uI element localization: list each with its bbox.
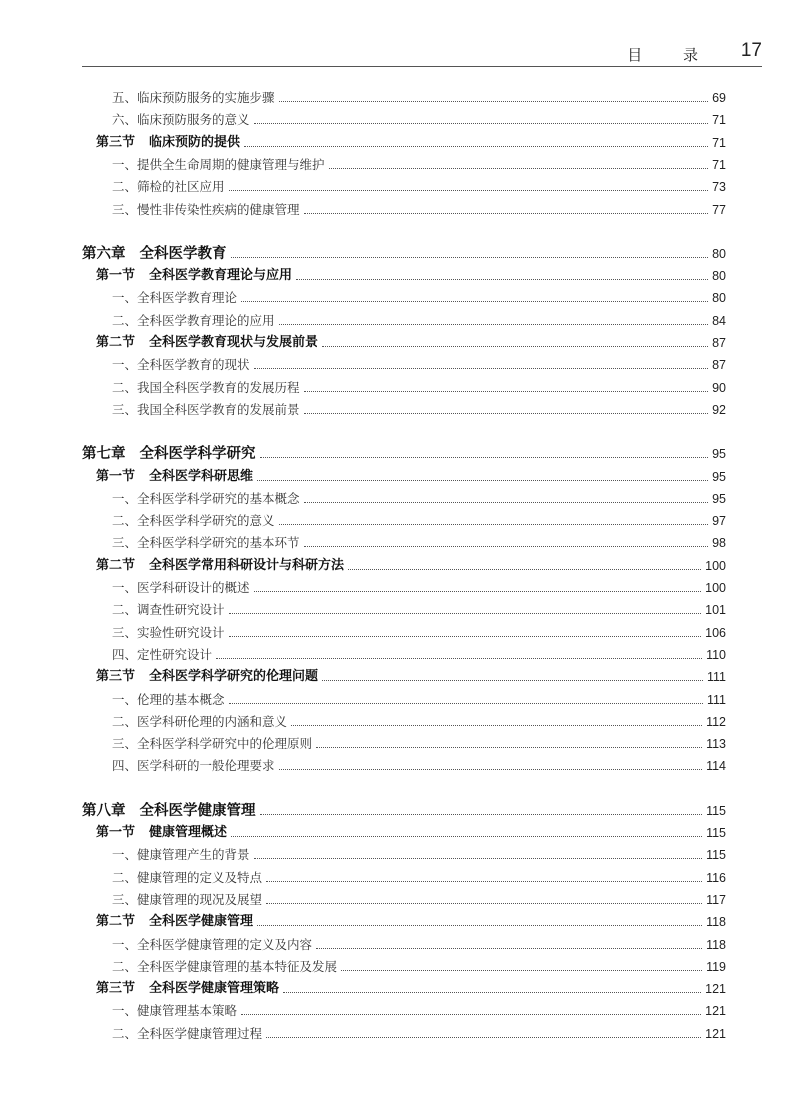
toc-section-label: [96, 824, 227, 842]
toc-section-title: 临床预防的提供: [149, 134, 241, 150]
dot-leader: [266, 881, 702, 882]
toc-section-label: [96, 980, 279, 998]
toc-item-row: [112, 887, 726, 909]
dot-leader: [279, 324, 709, 325]
toc-item-row: [112, 932, 726, 954]
toc-item-row: [112, 753, 726, 775]
toc-page-number: 100: [705, 558, 726, 573]
toc-item-label: [112, 579, 250, 597]
toc-item-row: [112, 709, 726, 731]
toc-item-title: 二、调查性研究设计: [112, 602, 225, 618]
toc-item-row: [112, 508, 726, 530]
toc-item-row: [112, 375, 726, 397]
toc-section-title: 全科医学健康管理策略: [149, 981, 280, 997]
toc-page-number: 113: [706, 737, 726, 752]
dot-leader: [322, 680, 703, 681]
toc-item-row: [112, 842, 726, 864]
dot-leader: [229, 636, 702, 637]
toc-item-label: [112, 312, 275, 330]
toc-item-label: [112, 936, 312, 954]
toc-item-label: [112, 869, 262, 887]
toc-item-title: 一、提供全生命周期的健康管理与维护: [112, 156, 325, 172]
toc-chapter-number: 第七章: [82, 446, 126, 463]
toc-page-number: 115: [706, 826, 726, 840]
dot-leader: [283, 992, 701, 993]
toc-item-row: [112, 597, 726, 619]
dot-leader: [229, 190, 709, 191]
toc-item-label: [112, 379, 300, 397]
toc-page-number: 95: [712, 469, 726, 484]
toc-item-label: [112, 111, 250, 129]
toc-page-number: 119: [706, 959, 726, 974]
dot-leader: [257, 480, 708, 481]
dot-leader: [279, 769, 703, 770]
page-header: [82, 40, 762, 67]
toc-item-row: [112, 152, 726, 174]
toc-page-number: 111: [706, 670, 726, 685]
toc-item-title: 五、临床预防服务的实施步骤: [112, 90, 275, 105]
toc-page-number: 116: [706, 870, 726, 885]
dot-leader: [316, 747, 702, 748]
toc-page-number: 117: [706, 892, 726, 907]
toc-chapter-row: [82, 798, 726, 820]
toc-item-title: 二、我国全科医学教育的发展历程: [112, 379, 300, 395]
dot-leader: [316, 948, 702, 949]
toc-page-number: 87: [712, 336, 726, 350]
toc-page-number: 95: [712, 447, 726, 462]
toc-item-label: [112, 891, 262, 909]
toc-item-title: 二、全科医学健康管理的基本特征及发展: [112, 958, 338, 974]
dot-leader: [254, 123, 709, 124]
toc-item-title: 三、实验性研究设计: [112, 624, 225, 640]
dot-leader: [304, 413, 709, 414]
toc-chapter-label: [82, 445, 256, 463]
toc-item-row: [112, 397, 726, 419]
toc-section-row: [96, 330, 726, 352]
toc-chapter-row: [82, 241, 726, 263]
toc-item-label: [112, 534, 300, 552]
toc-item-title: 四、定性研究设计: [112, 646, 213, 662]
toc-item-label: [112, 601, 225, 619]
dot-leader: [260, 814, 703, 815]
dot-leader: [304, 546, 709, 547]
toc-item-label: [112, 289, 237, 307]
toc-section-title: 全科医学科学研究的伦理问题: [149, 669, 319, 685]
toc-item-label: [112, 691, 225, 709]
dot-leader: [254, 858, 703, 859]
toc-item-row: [112, 642, 726, 664]
toc-page-number: 112: [706, 714, 726, 729]
toc-chapter-row: [82, 441, 726, 463]
toc-item-title: 二、全科医学健康管理过程: [112, 1025, 263, 1041]
toc-page-number: 92: [712, 402, 726, 417]
toc-section-number: 第三节: [96, 669, 136, 685]
toc-item-label: [112, 713, 287, 731]
toc-item-label: [112, 624, 225, 642]
toc-page-number: 80: [712, 269, 726, 284]
toc-section-number: 第一节: [96, 268, 136, 284]
toc-item-label: [112, 401, 300, 419]
toc-section-title: 全科医学教育现状与发展前景: [149, 335, 319, 350]
toc-section-row: [96, 130, 726, 152]
toc-item-title: 六、临床预防服务的意义: [112, 112, 250, 128]
toc-item-label: [112, 490, 300, 508]
toc-section-label: [96, 557, 344, 575]
dot-leader: [291, 725, 702, 726]
toc-item-label: [112, 846, 250, 864]
toc-section-number: 第三节: [96, 134, 136, 150]
toc-page-number: 118: [706, 915, 726, 930]
toc-chapter-title: 全科医学健康管理: [139, 802, 256, 819]
dot-leader: [304, 502, 709, 503]
toc-item-label: [112, 735, 312, 753]
toc-chapter-label: [82, 245, 227, 263]
header-title: 目 录: [627, 46, 716, 64]
toc-item-title: 二、全科医学教育理论的应用: [112, 312, 275, 328]
dot-leader: [241, 1014, 701, 1015]
dot-leader: [341, 970, 702, 971]
toc-item-label: [112, 512, 275, 530]
toc-item-row: [112, 687, 726, 709]
toc-page-number: 121: [705, 982, 726, 997]
toc-item-title: 二、健康管理的定义及特点: [112, 869, 263, 885]
toc-item-title: 二、筛检的社区应用: [112, 179, 225, 195]
toc-item-label: [112, 89, 275, 107]
toc-page-number: 98: [712, 536, 726, 551]
toc-section-row: [96, 553, 726, 575]
toc-page-number: 101: [705, 603, 726, 618]
toc-page-number: 100: [705, 581, 726, 595]
toc-item-row: [112, 174, 726, 196]
toc-section-label: [96, 334, 318, 352]
dot-leader: [304, 213, 709, 214]
toc-page-number: 106: [705, 625, 726, 640]
toc-section-number: 第三节: [96, 981, 136, 997]
toc-page-number: 97: [712, 514, 726, 529]
toc-section-label: [96, 913, 253, 931]
toc-page-number: 71: [712, 113, 726, 128]
toc-item-title: 三、全科医学科学研究的基本环节: [112, 535, 300, 551]
toc-item-row: [112, 85, 726, 107]
toc-page-number: 90: [712, 380, 726, 395]
dot-leader: [254, 368, 709, 369]
toc-page-number: 95: [712, 491, 726, 506]
toc-item-row: [112, 1021, 726, 1043]
toc-page-number: 121: [705, 1026, 726, 1041]
toc-item-row: [112, 107, 726, 129]
toc-item-row: [112, 620, 726, 642]
toc-item-label: [112, 1025, 262, 1043]
toc-section-row: [96, 976, 726, 998]
dot-leader: [322, 346, 708, 347]
toc-page-number: 118: [706, 937, 726, 952]
dot-leader: [266, 903, 702, 904]
toc-chapter-title: 全科医学教育: [139, 245, 227, 262]
dot-leader: [296, 279, 708, 280]
toc-section-number: 第二节: [96, 914, 136, 930]
toc-item-row: [112, 954, 726, 976]
toc-item-title: 二、医学科研伦理的内涵和意义: [112, 713, 288, 729]
toc-page-number: 84: [712, 313, 726, 328]
toc-item-label: [112, 356, 250, 374]
toc-section-row: [96, 820, 726, 842]
toc-item-label: [112, 178, 225, 196]
dot-leader: [257, 925, 702, 926]
toc-section-title: 全科医学科研思维: [149, 468, 254, 484]
toc-section-row: [96, 909, 726, 931]
toc-section-label: [96, 668, 318, 686]
toc-page-number: 80: [712, 246, 726, 261]
toc-item-title: 二、全科医学科学研究的意义: [112, 513, 275, 529]
toc-item-row: [112, 731, 726, 753]
toc-item-title: 三、慢性非传染性疾病的健康管理: [112, 201, 300, 217]
toc-item-label: [112, 1002, 237, 1020]
toc-item-title: 三、我国全科医学教育的发展前景: [112, 401, 300, 417]
dot-leader: [279, 101, 709, 102]
toc-page-number: 114: [706, 759, 726, 774]
toc-item-row: [112, 197, 726, 219]
toc-chapter-label: [82, 802, 256, 820]
toc-item-label: [112, 646, 212, 664]
toc-section-number: 第一节: [96, 468, 136, 484]
page-number: 17: [740, 40, 762, 61]
dot-leader: [254, 591, 702, 592]
toc-item-title: 一、健康管理产生的背景: [112, 847, 250, 863]
toc-item-title: 三、全科医学科学研究中的伦理原则: [112, 736, 313, 752]
toc-section-row: [96, 263, 726, 285]
toc-item-label: [112, 757, 275, 775]
toc-item-row: [112, 998, 726, 1020]
toc-section-row: [96, 664, 726, 686]
toc-item-label: [112, 958, 337, 976]
toc-page-number: 87: [712, 358, 726, 373]
toc-section-title: 全科医学教育理论与应用: [149, 268, 293, 284]
dot-leader: [241, 301, 708, 302]
toc-item-title: 一、健康管理基本策略: [112, 1003, 238, 1019]
dot-leader: [329, 168, 709, 169]
toc-page-number: 71: [712, 157, 726, 172]
toc-item-row: [112, 575, 726, 597]
toc-page-number: 71: [712, 135, 726, 150]
dot-leader: [266, 1037, 701, 1038]
toc-page-number: 111: [706, 692, 726, 707]
toc-page-number: 73: [712, 180, 726, 195]
dot-leader: [348, 569, 701, 570]
toc-item-title: 一、全科医学健康管理的定义及内容: [112, 936, 313, 952]
toc-page-number: 115: [706, 803, 726, 818]
toc-item-row: [112, 352, 726, 374]
toc-item-title: 一、医学科研设计的概述: [112, 580, 250, 595]
toc-page-number: 77: [712, 202, 726, 217]
dot-leader: [231, 836, 702, 837]
dot-leader: [260, 457, 709, 458]
toc-item-row: [112, 865, 726, 887]
toc-item-title: 一、伦理的基本概念: [112, 691, 225, 707]
toc-section-label: [96, 468, 253, 486]
toc-section-number: 第二节: [96, 335, 136, 350]
toc-section-title: 健康管理概述: [149, 825, 228, 840]
dot-leader: [231, 257, 709, 258]
toc-item-title: 一、全科医学教育的现状: [112, 357, 250, 373]
toc-section-label: [96, 134, 240, 152]
dot-leader: [304, 391, 709, 392]
toc-page-number: 80: [712, 291, 726, 306]
toc-section-title: 全科医学常用科研设计与科研方法: [149, 557, 345, 573]
toc-section-title: 全科医学健康管理: [149, 914, 254, 930]
toc-section-number: 第二节: [96, 557, 136, 573]
dot-leader: [244, 146, 708, 147]
toc-chapter-number: 第八章: [82, 802, 126, 819]
toc-page-number: 110: [706, 647, 726, 662]
toc-page-number: 69: [712, 91, 726, 105]
toc-page-number: 115: [706, 848, 726, 863]
toc-item-title: 一、全科医学科学研究的基本概念: [112, 490, 300, 506]
toc-item-label: [112, 201, 300, 219]
toc-page-number: 121: [705, 1004, 726, 1019]
toc-item-title: 一、全科医学教育理论: [112, 290, 238, 306]
toc-item-row: [112, 285, 726, 307]
toc-section-row: [96, 464, 726, 486]
toc-item-row: [112, 308, 726, 330]
toc-chapter-number: 第六章: [82, 245, 126, 262]
toc-chapter-title: 全科医学科学研究: [139, 446, 256, 463]
toc-section-label: [96, 267, 292, 285]
toc-section-number: 第一节: [96, 825, 136, 840]
toc-item-label: [112, 156, 325, 174]
dot-leader: [229, 613, 702, 614]
toc-item-row: [112, 486, 726, 508]
toc-item-title: 四、医学科研的一般伦理要求: [112, 758, 275, 774]
dot-leader: [229, 703, 703, 704]
toc-item-title: 三、健康管理的现况及展望: [112, 891, 263, 907]
toc-item-row: [112, 530, 726, 552]
dot-leader: [216, 658, 702, 659]
dot-leader: [279, 524, 709, 525]
